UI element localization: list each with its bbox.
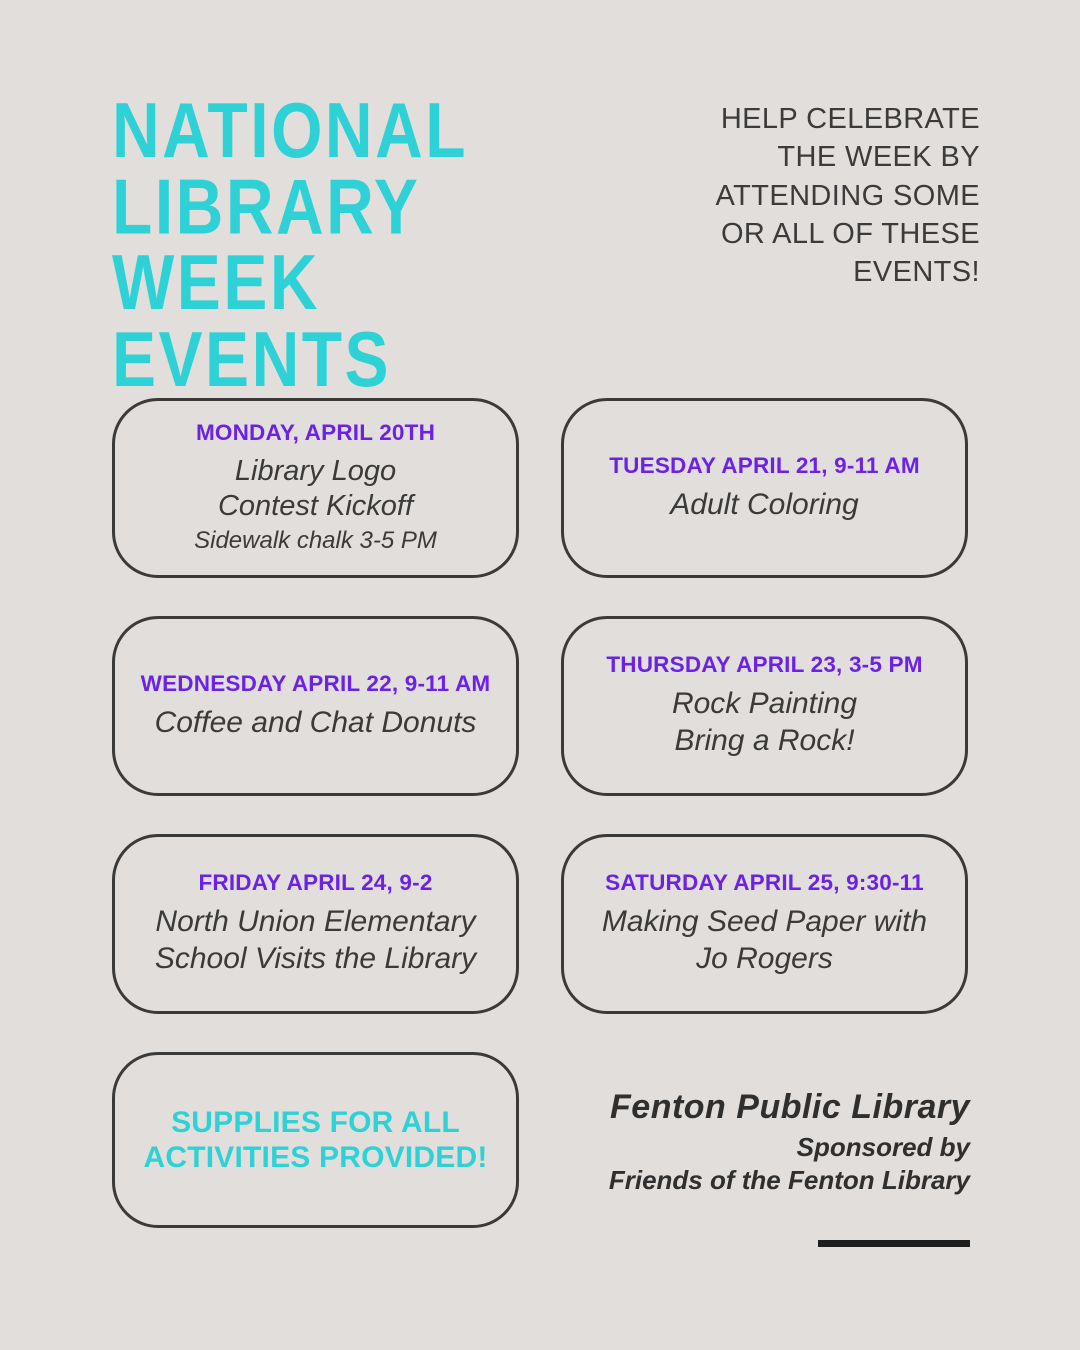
title-line-1: NATIONAL	[112, 86, 469, 174]
event-line-1: Rock Painting	[671, 687, 858, 721]
event-card-friday	[112, 834, 519, 1014]
event-line-1: Library Logo	[234, 454, 397, 487]
footer-divider	[818, 1240, 970, 1247]
event-line-1: Coffee and Chat Donuts	[154, 705, 477, 739]
supplies-line-1: SUPPLIES FOR ALL	[171, 1105, 460, 1139]
event-date: SATURDAY APRIL 25, 9:30-11	[605, 870, 924, 896]
event-line-1: Making Seed Paper with	[601, 905, 928, 939]
event-line-1: North Union Elementary	[155, 905, 476, 939]
event-card-saturday	[561, 834, 968, 1014]
footer	[560, 1086, 970, 1198]
event-line-2: Contest Kickoff	[217, 490, 414, 522]
title-line-4: EVENTS	[112, 315, 392, 403]
supplies-line-2: ACTIVITIES PROVIDED!	[143, 1141, 488, 1174]
event-note: Sidewalk chalk 3-5 PM	[194, 527, 437, 555]
supplies-card	[112, 1052, 519, 1228]
event-line-2: School Visits the Library	[154, 942, 477, 975]
event-date: THURSDAY APRIL 23, 3-5 PM	[606, 652, 923, 678]
event-body	[672, 686, 857, 759]
event-card-thursday	[561, 616, 968, 796]
poster-header	[0, 0, 1080, 403]
event-card-tuesday	[561, 398, 968, 578]
event-line-1: Adult Coloring	[670, 487, 859, 521]
subheading-text: HELP CELEBRATE THE WEEK BY ATTENDING SOME OR ALL OF THESE EVENTS!	[715, 103, 980, 289]
title-line-2: LIBRARY	[112, 162, 421, 250]
sponsored-by-label: Sponsored by	[796, 1131, 970, 1162]
title-line-3: WEEK	[112, 238, 320, 327]
event-body	[218, 454, 413, 525]
event-card-wednesday	[112, 616, 519, 796]
event-body	[155, 904, 476, 977]
event-date: FRIDAY APRIL 24, 9-2	[198, 870, 433, 896]
event-date: WEDNESDAY APRIL 22, 9-11 AM	[140, 670, 491, 696]
event-card-monday	[112, 398, 519, 578]
event-date: MONDAY, APRIL 20TH	[195, 419, 436, 445]
event-body	[602, 904, 927, 977]
sponsor-name: Friends of the Fenton Library	[608, 1165, 970, 1196]
event-body	[155, 705, 477, 742]
page-title	[112, 86, 469, 403]
library-name: Fenton Public Library	[610, 1088, 970, 1126]
supplies-text	[143, 1105, 487, 1176]
event-date: TUESDAY APRIL 21, 9-11 AM	[609, 452, 920, 478]
event-line-2: Jo Rogers	[696, 942, 833, 975]
event-body	[670, 487, 858, 524]
event-line-2: Bring a Rock!	[674, 724, 855, 757]
